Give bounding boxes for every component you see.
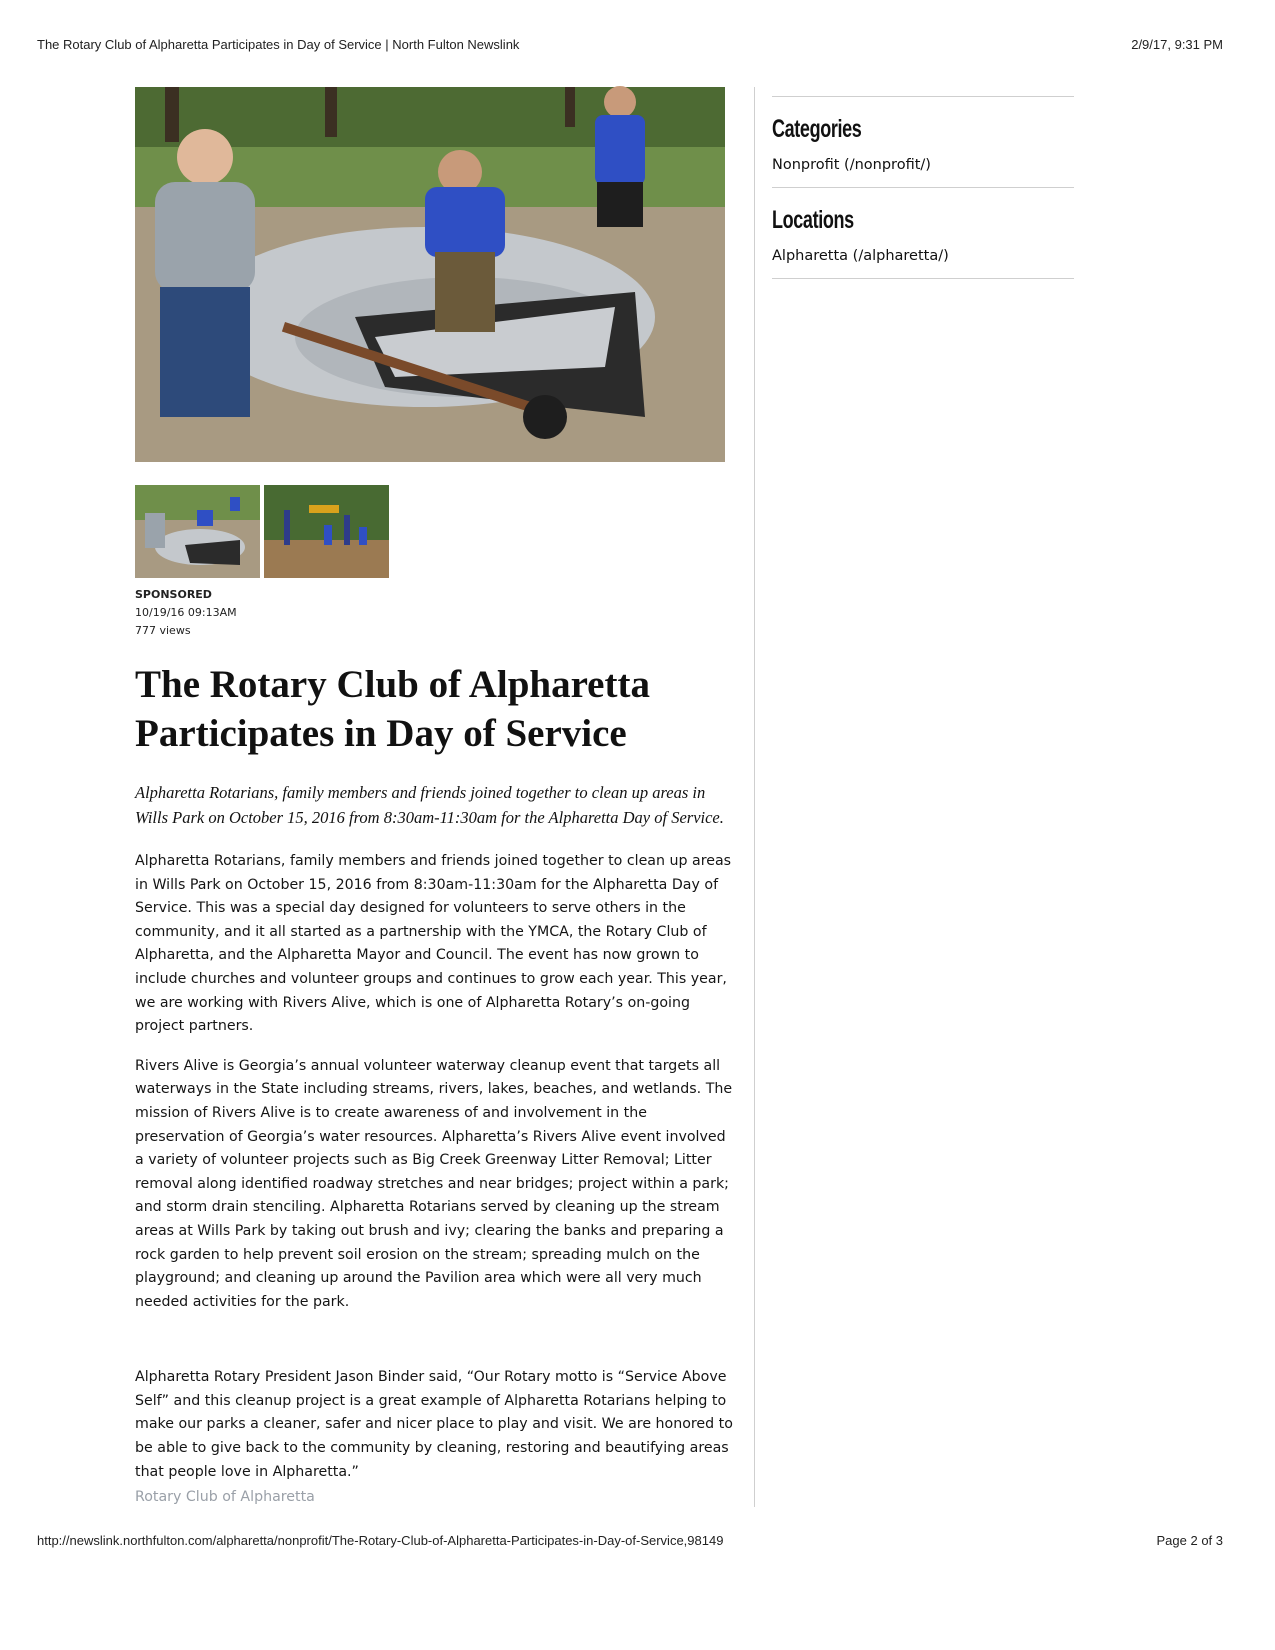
- sidebar-divider: [772, 187, 1074, 188]
- category-link-nonprofit[interactable]: Nonprofit (/nonprofit/): [772, 157, 931, 173]
- article-meta: [135, 586, 735, 640]
- thumbnail-2[interactable]: [264, 485, 389, 578]
- article-lede: Alpharetta Rotarians, family members and friends joined together to clean up areas in Wills Park on October 15, 2016 from 8:30am-11:30am for the Alpharetta Day of Service.: [135, 783, 724, 827]
- photo-thumbnails: [135, 485, 735, 578]
- body-paragraph: Alpharetta Rotarians, family members and friends joined together to clean up areas in Wills Park on October 15, 2016 from 8:30am-11:30am for the Alpharetta Day of Service. This was a special day designed for volunteers to serve others in the community, and it all started as a partnership with the YMCA, the Rotary Club of Alpharetta, and the Alpharetta Mayor and Council. The event has now grown to include churches and volunteer groups and continues to grow each year. This year, we are working with Rivers Alive, which is one of Alpharetta Rotary’s on-going project partners.: [135, 853, 732, 1035]
- sidebar-divider: [772, 96, 1074, 97]
- hero-photo[interactable]: [135, 87, 725, 462]
- page-url: http://newslink.northfulton.com/alpharetta/nonprofit/The-Rotary-Club-of-Alpharetta-Participates-in-Day-of-Service,98149: [37, 1533, 724, 1548]
- article-headline: The Rotary Club of Alpharetta Participates in Day of Service: [135, 663, 650, 755]
- thumbnail-1[interactable]: [135, 485, 260, 578]
- sponsored-tag: SPONSORED: [135, 588, 212, 601]
- locations-heading: Locations: [772, 206, 854, 234]
- article-column: [135, 87, 735, 1508]
- article-body: [135, 850, 735, 1484]
- cutoff-text: Rotary Club of Alpharetta: [135, 1489, 315, 1506]
- sidebar-divider: [772, 278, 1074, 279]
- cutoff-line: [135, 1489, 335, 1508]
- sidebar: [772, 96, 1074, 279]
- page-number: Page 2 of 3: [1156, 1533, 1223, 1548]
- categories-heading: Categories: [772, 115, 862, 143]
- location-link-alpharetta[interactable]: Alpharetta (/alpharetta/): [772, 248, 949, 264]
- print-footer: [37, 1533, 1223, 1548]
- body-paragraph: Rivers Alive is Georgia’s annual volunteer waterway cleanup event that targets all waterways in the State including streams, rivers, lakes, beaches, and wetlands. The mission of Rivers Alive is to create awareness of and involvement in the preservation of Georgia’s water resources. Alpharetta’s Rivers Alive event involved a variety of volunteer projects such as Big Creek Greenway Litter Removal; Litter removal along identified roadway stretches and near bridges; project within a park; and storm drain stenciling. Alpharetta Rotarians served by cleaning up the stream areas at Wills Park by taking out brush and ivy; clearing the banks and preparing a rock garden to help prevent soil erosion on the stream; spreading mulch on the playground; and cleaning up around the Pavilion area which were all very much needed activities for the park.: [135, 1057, 733, 1310]
- view-count: 777 views: [135, 624, 191, 637]
- article-date: 10/19/16 09:13AM: [135, 606, 237, 619]
- body-paragraph: Alpharetta Rotary President Jason Binder said, “Our Rotary motto is “Service Above Self” and this cleanup project is a great example of Alpharetta Rotarians helping to make our parks a cleaner, safer and nicer place to play and visit. We are honored to be able to give back to the community by cleaning, restoring and beautifying areas that people love in Alpharetta.”: [135, 1369, 733, 1480]
- print-datetime: 2/9/17, 9:31 PM: [1131, 37, 1223, 52]
- print-header: [37, 37, 1223, 52]
- column-divider: [754, 87, 755, 1507]
- page-title: The Rotary Club of Alpharetta Participates in Day of Service | North Fulton Newslink: [37, 37, 520, 52]
